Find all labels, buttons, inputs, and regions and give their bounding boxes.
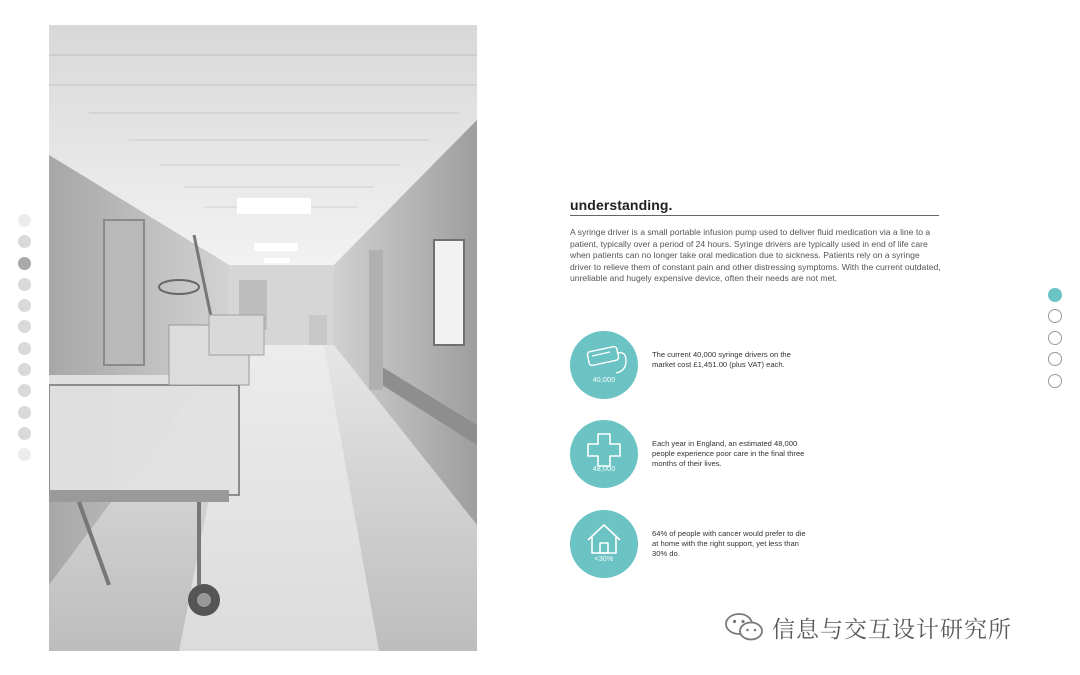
- page-dot[interactable]: [18, 363, 31, 376]
- section-nav-dot[interactable]: [1048, 374, 1062, 388]
- house-icon: [570, 510, 638, 578]
- page-dot[interactable]: [18, 448, 31, 461]
- stat-number: 48,000: [592, 466, 616, 473]
- watermark-text: 信息与交互设计研究所: [772, 616, 1012, 643]
- section-heading: understanding.: [570, 197, 673, 213]
- stat-description: Each year in England, an estimated 48,000 people experience poor care in the final three months of their lives.: [652, 439, 805, 468]
- page-dot[interactable]: [18, 342, 31, 355]
- medical-cross-icon: [570, 420, 638, 488]
- page-dot[interactable]: [18, 406, 31, 419]
- page-dot[interactable]: [18, 235, 31, 248]
- left-page-dots: [18, 214, 32, 470]
- page-dot[interactable]: [18, 427, 31, 440]
- page-dot[interactable]: [18, 214, 31, 227]
- page-dot[interactable]: [18, 299, 31, 312]
- hospital-corridor-photo: [49, 25, 477, 651]
- page-dot[interactable]: [18, 384, 31, 397]
- section-nav-dot-active[interactable]: [1048, 288, 1062, 302]
- stat-description: The current 40,000 syringe drivers on the market cost £1,451.00 (plus VAT) each.: [652, 350, 791, 369]
- stat-number: <30%: [594, 556, 614, 563]
- section-nav-dot[interactable]: [1048, 309, 1062, 323]
- section-nav-dot[interactable]: [1048, 352, 1062, 366]
- page-dot-active[interactable]: [18, 257, 31, 270]
- page-dot[interactable]: [18, 278, 31, 291]
- intro-paragraph: A syringe driver is a small portable infusion pump used to deliver fluid medication via a line to a patient, typically over a period of 24 hours. Syringe drivers are typically used in end of life care when patients can no longer take oral medication due to sickness. Patients rely on a syringe driver to relieve them of constant pain and other distressing symptoms. With the current outdated, unreliable and hugely expensive device, often their needs are not met.: [570, 227, 941, 284]
- stat-number: 40,000: [592, 377, 616, 384]
- heading-divider: [570, 215, 939, 216]
- right-section-nav: [1048, 288, 1064, 395]
- stat-circle: [570, 510, 638, 578]
- stat-die-at-home: [570, 510, 910, 578]
- stat-poor-care: [570, 420, 910, 488]
- wechat-icon: [724, 612, 766, 642]
- section-nav-dot[interactable]: [1048, 331, 1062, 345]
- page-dot[interactable]: [18, 320, 31, 333]
- stat-circle: [570, 420, 638, 488]
- stat-circle: [570, 331, 638, 399]
- watermark: [724, 611, 1012, 643]
- stat-syringe-drivers: [570, 331, 910, 399]
- syringe-driver-icon: [570, 331, 638, 399]
- stat-description: 64% of people with cancer would prefer to die at home with the right support, yet less than 30% do.: [652, 529, 806, 558]
- corridor-illustration: [49, 25, 477, 651]
